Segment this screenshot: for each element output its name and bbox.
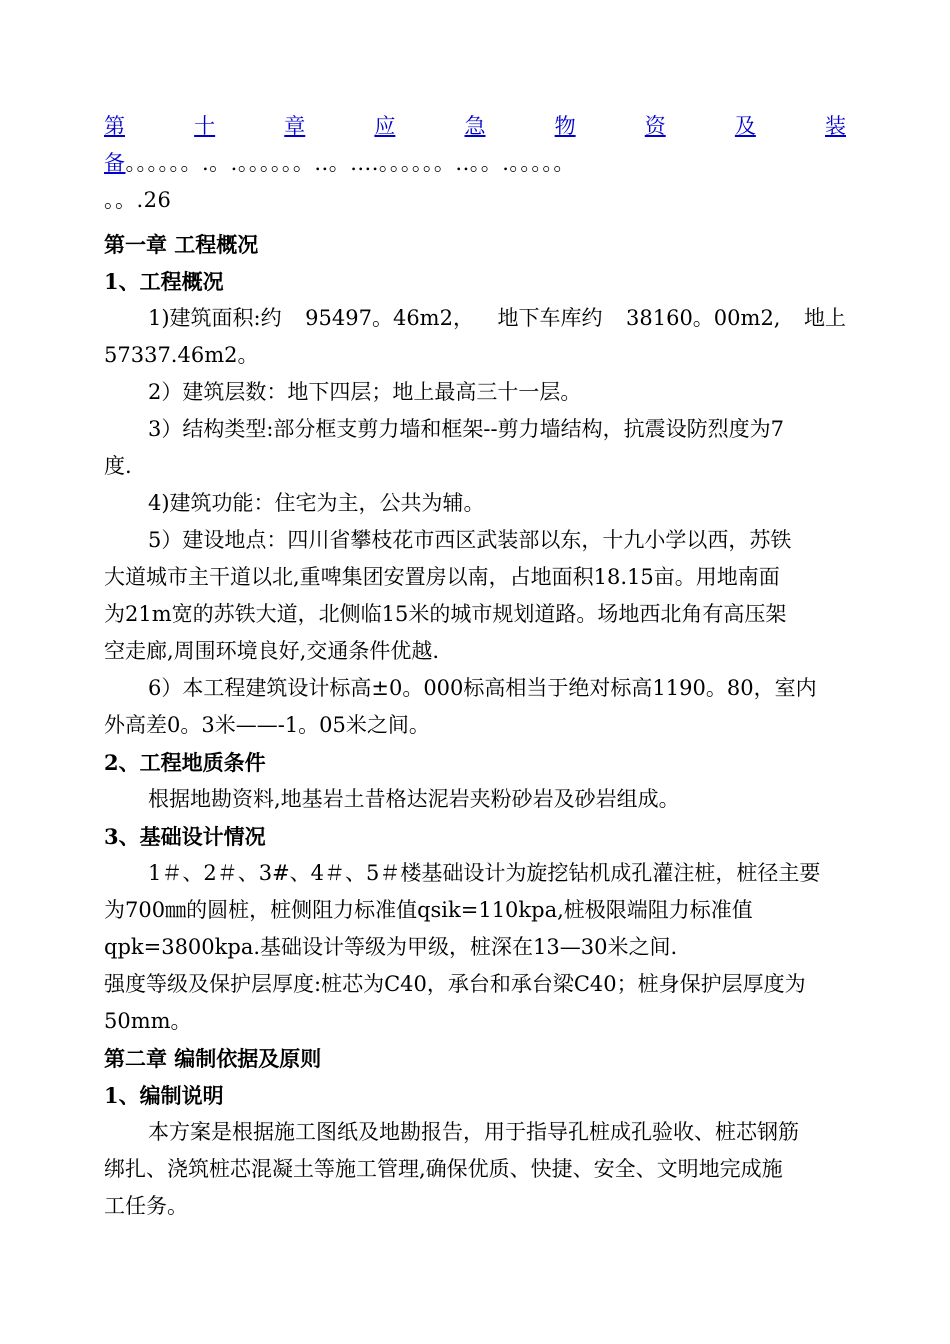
para-location-line4: 空走廊,周围环境良好,交通条件优越.	[104, 639, 440, 663]
para-structure-line2: 度.	[104, 454, 132, 478]
chapter2-title: 第二章 编制依据及原则	[104, 1046, 322, 1071]
chapter1-title: 第一章 工程概况	[104, 232, 259, 257]
para-building-area-part: 95497。46m2，	[305, 306, 474, 330]
toc-title-char[interactable]: 物	[554, 114, 576, 138]
para-foundation-line4: 强度等级及保护层厚度:桩芯为C40，承台和承台梁C40；桩身保护层厚度为	[104, 972, 806, 996]
toc-entry-dots-line2: 。。.26	[104, 188, 172, 212]
section-2-title: 2、工程地质条件	[104, 750, 266, 775]
section-3-title: 3、基础设计情况	[104, 824, 266, 849]
para-compilation-line2: 绑扎、浇筑桩芯混凝土等施工管理,确保优质、快捷、安全、文明地完成施	[104, 1157, 783, 1181]
toc-entry-dots-line1[interactable]	[104, 145, 846, 182]
toc-title-char[interactable]: 装	[825, 114, 846, 138]
chapter2-section-1-title: 1、编制说明	[104, 1083, 224, 1108]
para-building-area-line2: 57337.46m2。	[104, 343, 259, 367]
para-location-line1: 5）建设地点：四川省攀枝花市西区武装部以东，十九小学以西，苏铁	[148, 528, 792, 552]
para-building-area-part: 地下车库约	[497, 306, 603, 330]
para-compilation-line3: 工任务。	[104, 1194, 188, 1218]
toc-title-char[interactable]: 章	[284, 114, 306, 138]
toc-entry-tail[interactable]: 备	[104, 151, 126, 175]
toc-title-char[interactable]: 应	[374, 114, 396, 138]
section-1-title: 1、工程概况	[104, 269, 224, 294]
para-foundation-line5: 50mm。	[104, 1009, 192, 1033]
para-structure-line1: 3）结构类型:部分框支剪力墙和框架--剪力墙结构，抗震设防烈度为7	[148, 417, 784, 441]
para-location-line2: 大道城市主干道以北,重啤集团安置房以南，占地面积18.15亩。用地南面	[104, 565, 780, 589]
para-foundation-line2: 为700㎜的圆桩，桩侧阻力标准值qsik=110kpa,桩极限端阻力标准值	[104, 898, 753, 922]
para-geology: 根据地勘资料,地基岩土昔格达泥岩夹粉砂岩及砂岩组成。	[148, 787, 680, 811]
toc-title-char[interactable]: 及	[734, 114, 756, 138]
para-building-area-line1	[148, 300, 846, 337]
para-building-area-part: 地上	[804, 306, 846, 330]
para-foundation-line3: qpk=3800kpa.基础设计等级为甲级，桩深在13—30米之间.	[104, 935, 678, 959]
para-elevation-line2: 外高差0。3米——-1。05米之间。	[104, 713, 430, 737]
toc-title-char[interactable]: 十	[194, 114, 216, 138]
para-building-area-part: 1)建筑面积:约	[148, 306, 282, 330]
toc-title-char[interactable]: 资	[644, 114, 666, 138]
toc-entry-title[interactable]	[104, 108, 846, 145]
para-building-area-part: 38160。00m2,	[626, 306, 781, 330]
toc-title-char[interactable]: 急	[464, 114, 486, 138]
para-location-line3: 为21m宽的苏铁大道，北侧临15米的城市规划道路。场地西北角有高压架	[104, 602, 787, 626]
toc-dots-1: 。。。。。。.。.。。。。。。..。....。。。。。。..。。.。。。。。	[125, 151, 575, 175]
para-foundation-line1: 1＃、2＃、3#、4＃、5＃楼基础设计为旋挖钻机成孔灌注桩，桩径主要	[148, 861, 821, 885]
para-function: 4)建筑功能：住宅为主，公共为辅。	[148, 491, 485, 515]
para-elevation-line1: 6）本工程建筑设计标高±0。000标高相当于绝对标高1190。80，室内	[148, 676, 817, 700]
toc-entry-link[interactable]	[104, 108, 846, 145]
para-compilation-line1: 本方案是根据施工图纸及地勘报告，用于指导孔桩成孔验收、桩芯钢筋	[148, 1120, 799, 1144]
para-floors: 2）建筑层数：地下四层；地上最高三十一层。	[148, 380, 582, 404]
toc-title-char[interactable]: 第	[104, 114, 125, 138]
